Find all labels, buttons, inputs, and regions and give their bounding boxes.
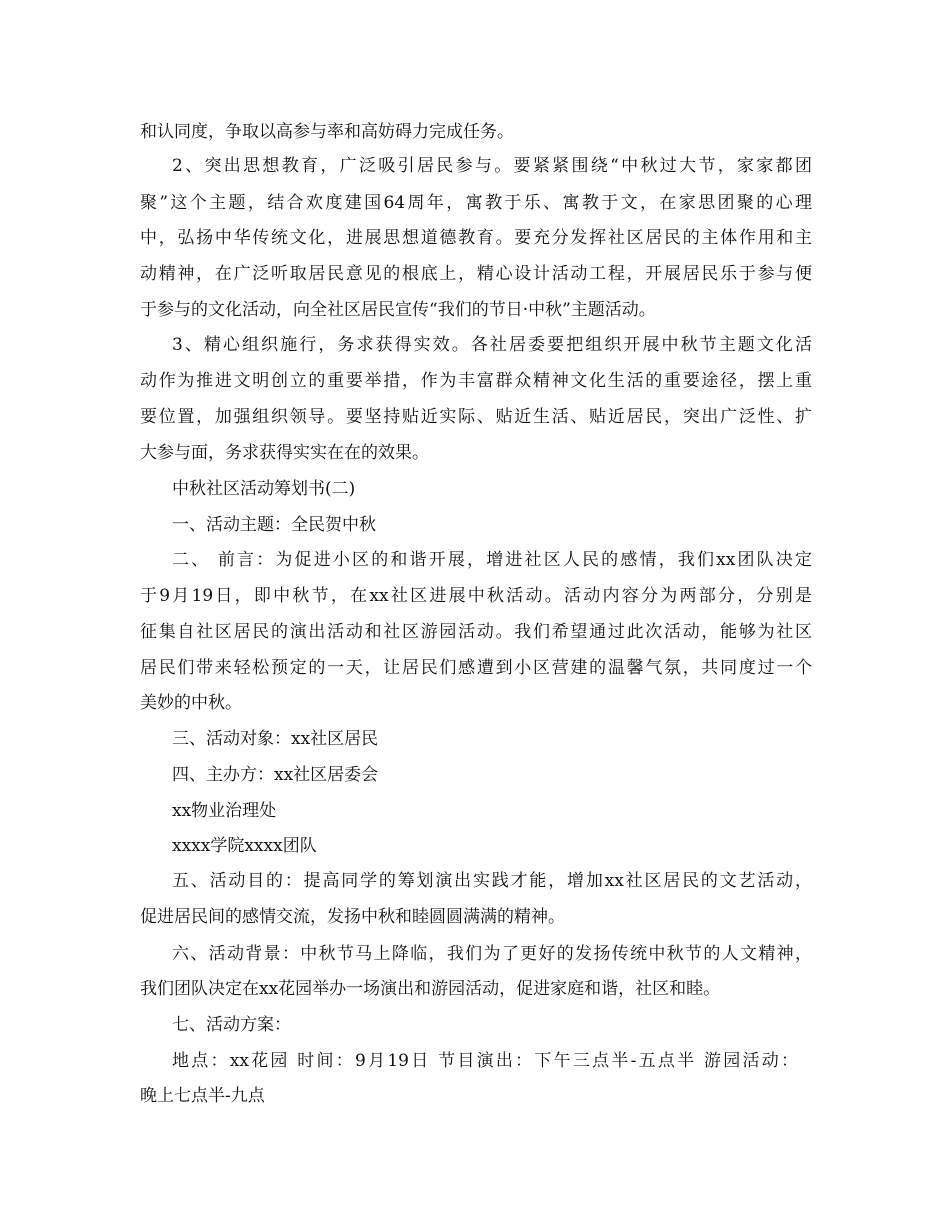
text-line: 四、主办方：xx社区居委会 xyxy=(172,765,379,785)
text-line: 大参与面，务求获得实实在在的效果。 xyxy=(140,443,429,463)
text-line: 五、活动目的：提高同学的筹划演出实践才能，增加xx社区居民的文艺活动， xyxy=(172,871,812,891)
text-line: 于9月19日，即中秋节，在xx社区进展中秋活动。活动内容分为两部分，分别是 xyxy=(140,586,812,606)
text-line: 六、活动背景：中秋节马上降临，我们为了更好的发扬传统中秋节的人文精神， xyxy=(172,944,812,964)
text-line: 动精神，在广泛听取居民意见的根底上，精心设计活动工程，开展居民乐于参与便 xyxy=(140,264,812,284)
text-line: 二、 前言：为促进小区的和谐开展，增进社区人民的感情，我们xx团队决定 xyxy=(172,550,812,570)
text-line: 晚上七点半-九点 xyxy=(140,1086,265,1106)
text-line: 我们团队决定在xx花园举办一场演出和游园活动，促进家庭和谐，社区和睦。 xyxy=(140,979,721,999)
section-heading: 中秋社区活动筹划书(二) xyxy=(172,479,356,499)
text-line: 3、精心组织施行，务求获得实效。各社居委要把组织开展中秋节主题文化活 xyxy=(172,335,812,355)
text-line: 一、活动主题：全民贺中秋 xyxy=(172,515,376,535)
text-line: 要位置，加强组织领导。要坚持贴近实际、贴近生活、贴近居民，突出广泛性、扩 xyxy=(140,407,812,427)
text-line: 美妙的中秋。 xyxy=(140,693,242,713)
text-line: 和认同度，争取以高参与率和高妨碍力完成任务。 xyxy=(140,122,514,142)
text-line: 动作为推进文明创立的重要举措，作为丰富群众精神文化生活的重要途径，摆上重 xyxy=(140,371,812,391)
text-line: 征集自社区居民的演出活动和社区游园活动。我们希望通过此次活动，能够为社区 xyxy=(140,622,812,642)
text-line: 中，弘扬中华传统文化，进展思想道德教育。要充分发挥社区居民的主体作用和主 xyxy=(140,228,812,248)
text-line: 促进居民间的感情交流，发扬中秋和睦圆圆满满的精神。 xyxy=(140,907,565,927)
text-line: 居民们带来轻松预定的一天，让居民们感遭到小区营建的温馨气氛，共同度过一个 xyxy=(140,658,812,678)
text-line: 地点：xx花园 时间：9月19日 节目演出：下午三点半-五点半 游园活动： xyxy=(172,1051,798,1071)
text-line: xxxx学院xxxx团队 xyxy=(172,836,317,856)
text-line: xx物业治理处 xyxy=(172,801,277,821)
text-line: 聚”这个主题，结合欢度建国64周年，寓教于乐、寓教于文，在家思团聚的心理 xyxy=(140,193,812,213)
text-line: 2、突出思想教育，广泛吸引居民参与。要紧紧围绕“中秋过大节，家家都团 xyxy=(172,156,812,176)
text-line: 三、活动对象：xx社区居民 xyxy=(172,729,379,749)
text-line: 于参与的文化活动，向全社区居民宣传“我们的节日·中秋”主题活动。 xyxy=(140,300,656,320)
text-line: 七、活动方案： xyxy=(172,1015,291,1035)
